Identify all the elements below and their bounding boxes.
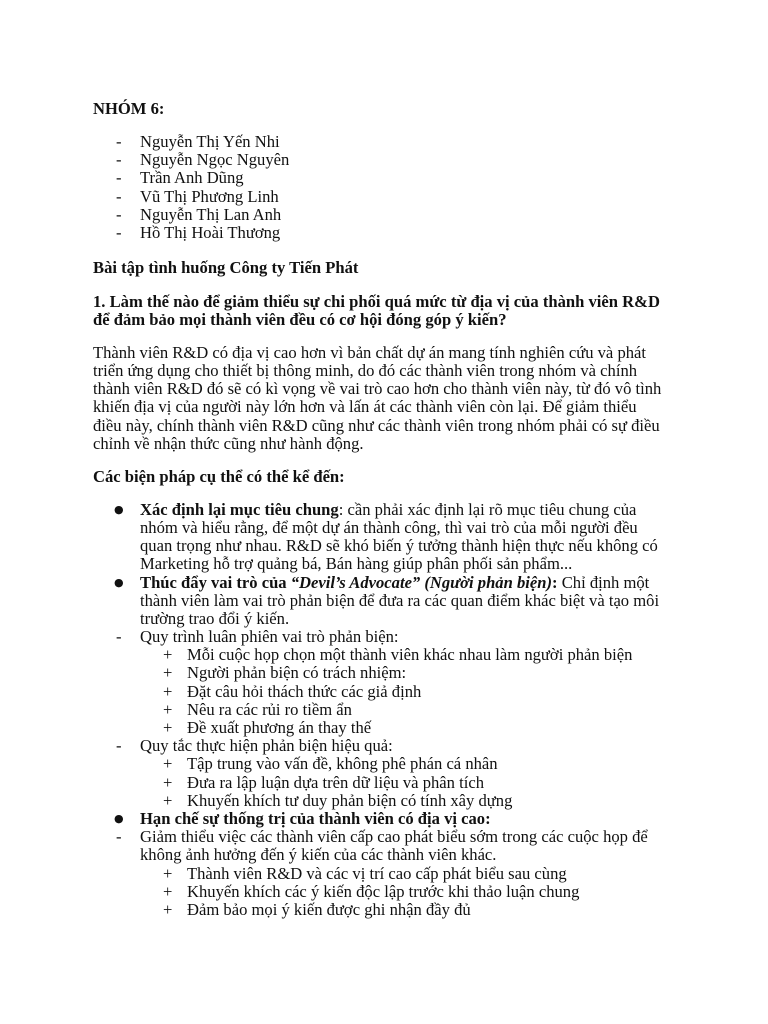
plus-marker: + — [163, 772, 173, 792]
member-name: Nguyễn Thị Yến Nhi — [140, 131, 280, 151]
sub-item-text: Khuyến khích tư duy phản biện có tính xây dựng — [187, 790, 513, 810]
member-name: Vũ Thị Phương Linh — [140, 186, 279, 206]
member-item — [93, 169, 753, 187]
dash-marker: - — [116, 168, 122, 188]
limit-point — [93, 828, 753, 846]
member-item — [93, 206, 753, 224]
sub-item-text: Nêu ra các rủi ro tiềm ẩn — [187, 699, 352, 719]
bullet-marker: ● — [114, 575, 124, 589]
member-name: Nguyễn Ngọc Nguyên — [140, 150, 290, 170]
measures-list — [93, 501, 753, 919]
rotation-item — [93, 646, 753, 664]
dash-marker: - — [116, 150, 122, 170]
paragraph-line: khiến địa vị của người này lớn hơn và lấn át các thành viên còn lại. Để giảm thiểu — [93, 397, 637, 417]
rules-item — [93, 774, 753, 792]
member-name: Nguyễn Thị Lan Anh — [140, 204, 282, 224]
measure-text: : cần phải xác định lại rõ mục tiêu chung của — [338, 499, 637, 519]
sub-item-text: Tập trung vào vấn đề, không phê phán cá nhân — [187, 754, 498, 774]
document-page — [93, 100, 753, 919]
question-line: 1. Làm thế nào để giảm thiểu sự chi phối quá mức từ địa vị của thành viên R&D — [93, 292, 660, 312]
limit-item — [93, 865, 753, 883]
dash-marker: - — [116, 827, 122, 847]
measure-text: Chỉ định một — [561, 572, 650, 592]
paragraph-line: Thành viên R&D có địa vị cao hơn vì bản chất dự án mang tính nghiên cứu và phát — [93, 342, 647, 362]
sub-point-text: Giảm thiểu việc các thành viên cấp cao phát biểu sớm trong các cuộc họp để — [140, 827, 648, 847]
rotation-item — [93, 664, 753, 682]
bullet-marker: ● — [114, 502, 124, 516]
measure-text-line: Marketing hỗ trợ quảng bá, Bán hàng giúp phân phối sản phẩm... — [140, 554, 573, 574]
rules-item — [93, 755, 753, 773]
sub-item-text: Đảm bảo mọi ý kiến được ghi nhận đầy đủ — [187, 899, 471, 919]
measure-term: Hạn chế sự thống trị của thành viên có địa vị cao: — [140, 808, 491, 828]
intro-paragraph — [93, 344, 753, 453]
paragraph-line: điều này, chính thành viên R&D cũng như các thành viên trong nhóm phải có sự điều — [93, 415, 660, 435]
measure-term-emphasis: “Devil’s Advocate” (Người phản biện) — [290, 572, 553, 592]
measure-term: Thúc đẩy vai trò của — [140, 572, 287, 592]
limit-item — [93, 883, 753, 901]
question-line: để đảm bảo mọi thành viên đều có cơ hội đóng góp ý kiến? — [93, 310, 507, 330]
rules-label — [93, 737, 753, 755]
dash-marker: - — [116, 131, 122, 151]
dash-marker: - — [116, 204, 122, 224]
question-heading — [93, 293, 753, 329]
member-item — [93, 188, 753, 206]
plus-marker: + — [163, 663, 173, 683]
member-name: Trần Anh Dũng — [140, 168, 244, 188]
sub-item-text: Thành viên R&D và các vị trí cao cấp phát biểu sau cùng — [187, 863, 567, 883]
case-study-title: Bài tập tình huống Công ty Tiến Phát — [93, 257, 359, 277]
sub-item-text: Khuyến khích các ý kiến độc lập trước khi thảo luận chung — [187, 881, 580, 901]
bullet-marker: ● — [114, 811, 124, 825]
dash-marker: - — [116, 736, 122, 756]
dash-marker: - — [116, 186, 122, 206]
rotation-label — [93, 628, 753, 646]
paragraph-line: triển ứng dụng cho thiết bị thông minh, do đó các thành viên trong nhóm và chính — [93, 361, 638, 381]
dash-marker: - — [116, 627, 122, 647]
measures-heading: Các biện pháp cụ thể có thể kể đến: — [93, 466, 345, 486]
member-name: Hồ Thị Hoài Thương — [140, 222, 281, 242]
sub-item-text: Đưa ra lập luận dựa trên dữ liệu và phân tích — [187, 772, 484, 792]
member-item — [93, 224, 753, 242]
plus-marker: + — [163, 754, 173, 774]
sub-item-text: Đề xuất phương án thay thế — [187, 718, 372, 738]
measure-text-line: trường trao đổi ý kiến. — [140, 608, 290, 628]
limit-item — [93, 901, 753, 919]
sub-item-text: Đặt câu hỏi thách thức các giả định — [187, 681, 422, 701]
measure-term-end: : — [552, 572, 558, 592]
measure-text-line: nhóm và hiểu rằng, để một dự án thành công, thì vai trò của mỗi người đều — [140, 517, 638, 537]
sub-point-text-line: không ảnh hưởng đến ý kiến của các thành viên khác. — [140, 845, 497, 865]
group-title: NHÓM 6: — [93, 99, 165, 118]
measure-text-line: thành viên làm vai trò phản biện để đưa ra các quan điểm khác biệt và tạo môi — [140, 590, 660, 610]
plus-marker: + — [163, 718, 173, 738]
rules-item — [93, 792, 753, 810]
paragraph-line: thành viên R&D đó sẽ có kì vọng về vai trò cao hơn cho thành viên này, từ đó vô tình — [93, 379, 662, 399]
dash-marker: - — [116, 222, 122, 242]
plus-marker: + — [163, 790, 173, 810]
plus-marker: + — [163, 863, 173, 883]
measure-text-line: quan trọng như nhau. R&D sẽ khó biến ý tưởng thành hiện thực nếu không có — [140, 536, 658, 556]
rotation-item — [93, 683, 753, 701]
sub-item-text: Mỗi cuộc họp chọn một thành viên khác nhau làm người phản biện — [187, 645, 633, 665]
rotation-item — [93, 701, 753, 719]
plus-marker: + — [163, 681, 173, 701]
rotation-item — [93, 719, 753, 737]
member-item — [93, 151, 753, 169]
sub-point-text: Quy tắc thực hiện phản biện hiệu quả: — [140, 736, 393, 756]
plus-marker: + — [163, 645, 173, 665]
measure-term: Xác định lại mục tiêu chung — [140, 499, 339, 519]
plus-marker: + — [163, 699, 173, 719]
member-item — [93, 133, 753, 151]
measure-goal — [93, 501, 753, 519]
measure-limit-dominance — [93, 810, 753, 828]
sub-item-text: Người phản biện có trách nhiệm: — [187, 663, 407, 683]
plus-marker: + — [163, 881, 173, 901]
paragraph-line: chỉnh về nhận thức cũng như hành động. — [93, 433, 364, 453]
member-list — [93, 133, 753, 242]
measure-devils-advocate — [93, 574, 753, 592]
plus-marker: + — [163, 899, 173, 919]
sub-point-text: Quy trình luân phiên vai trò phản biện: — [140, 627, 399, 647]
